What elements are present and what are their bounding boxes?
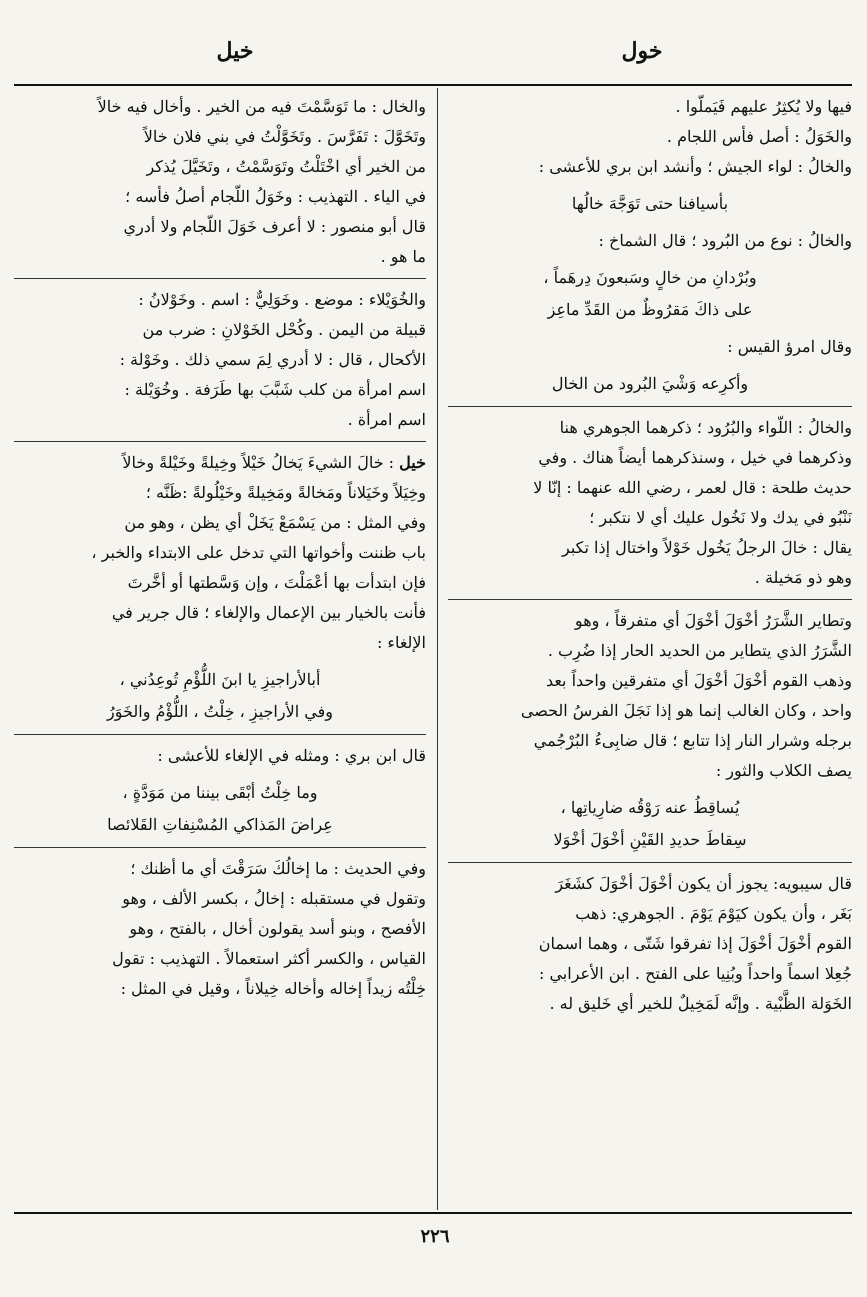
page-number: ٢٢٦ bbox=[420, 1226, 450, 1247]
paragraph bbox=[14, 854, 426, 1004]
text-line: من الخير أي اخْتَلْتُ وتَوَسَّمْتُ ، وتَخَيَّلَ يُذكر bbox=[146, 157, 426, 176]
text-line: قال ابن بري : ومثله في الإلغاء للأعشى : bbox=[157, 746, 426, 765]
text-line: في الياء . التهذيب : وخَوَلُ اللّجام أصلُ فأسه ؛ bbox=[125, 187, 426, 206]
verse-line: سِقاطَ حديدِ القَيْنِ أخْوَلَ أخْوَلا bbox=[553, 830, 747, 849]
text-line: وقال امرؤ القيس : bbox=[727, 337, 852, 356]
text-line: الشَّرَرُ الذي يتطاير من الحديد الحار إذا ضُرِب . bbox=[547, 641, 852, 660]
text-line: فإن ابتدأت بها أعْمَلْتَ ، وإن وَسَّطتها أو أخَّرتَ bbox=[127, 573, 426, 592]
verse-line: على ذاكَ مَقرُوظٌ من القَدِّ ماعِز bbox=[547, 300, 753, 319]
section-divider bbox=[448, 406, 852, 407]
right-column bbox=[448, 92, 852, 1207]
text-line: اسم امرأة . bbox=[347, 410, 426, 429]
text-line: واحد ، وكان الغالب إنما هو إذا نَجَلَ الفرسُ الحصى bbox=[520, 701, 852, 720]
section-divider bbox=[14, 847, 426, 848]
text-line: قبيلة من اليمن . وكُحْل الخَوْلانِ : ضرب من bbox=[142, 320, 426, 339]
entry-first-line: : خالَ الشيءَ يَخالُ خَيْلاً وخِيلةً وخَيْلةً وخالاً bbox=[122, 453, 400, 472]
section-divider bbox=[14, 441, 426, 442]
text-line: قال أبو منصور : لا أعرف خَوَلَ اللّجام ولا أدري bbox=[123, 217, 426, 236]
section-divider bbox=[14, 734, 426, 735]
section-divider bbox=[448, 599, 852, 600]
verse-line: وما خِلْتُ أبْقَى بيننا من مَوَدَّةٍ ، bbox=[122, 783, 318, 802]
text-line: وتَخَوَّلَ : تَفَرَّسَ . وتَخَوَّلْتُ في بني فلان خالاً bbox=[143, 127, 426, 146]
text-line: وتقول في مستقبله : إخالُ ، بكسر الألف ، وهو bbox=[122, 889, 426, 908]
text-line: فأنت بالخيار بين الإعمال والإلغاء ؛ قال جرير في bbox=[111, 603, 426, 622]
left-column bbox=[14, 92, 426, 1207]
text-line: والخالُ : لواء الجيش ؛ وأنشد ابن بري للأعشى : bbox=[538, 157, 852, 176]
text-line: بَغَر ، وأن يكون كيَوْمَ يَوْمَ . الجوهري: ذهب bbox=[575, 904, 852, 923]
text-line: خِلْتُه زيداً إخاله وأخاله خِيلاناً ، وقيل في المثل : bbox=[120, 979, 426, 998]
section-divider bbox=[14, 278, 426, 279]
column-divider bbox=[437, 88, 438, 1210]
entry-khayl bbox=[14, 448, 426, 658]
text-line: والخال : ما تَوَسَّمْتَ فيه من الخير . وأخال فيه خالاً bbox=[97, 97, 426, 116]
text-line: وخِيَلاً وخَيَلاناً ومَخالةً ومَخِيلةً وخَيْلُولةً :ظَنَّه ؛ bbox=[145, 483, 426, 502]
entry-headword: خيل bbox=[399, 453, 426, 472]
verse-line: أبالأراجيزِ يا ابنَ اللُّؤْمِ تُوعِدُني ، bbox=[119, 670, 321, 689]
footer-rule bbox=[14, 1212, 852, 1214]
verse-line: يُساقِطُ عنه رَوْقُه ضارِياتِها ، bbox=[560, 798, 740, 817]
text-line: قال سيبويه: يجوز أن يكون أخْوَلَ أخْوَلَ كشَغَرَ bbox=[555, 874, 852, 893]
text-line: والخالُ : نوع من البُرود ؛ قال الشماخ : bbox=[598, 231, 852, 250]
text-line: الأفصح ، وبنو أسد يقولون أخال ، بالفتح ، وهو bbox=[129, 919, 426, 938]
paragraph bbox=[14, 285, 426, 435]
text-line: نَنْبُو في يدك ولا نَخُول عليك أي لا نتكبر ؛ bbox=[589, 508, 852, 527]
paragraph bbox=[448, 413, 852, 593]
text-line: القياس ، والكسر أكثر استعمالاً . التهذيب : تقول bbox=[112, 949, 426, 968]
text-line: القوم أخْوَلَ أخْوَلَ إذا تفرقوا شَتّى ، وهما اسمان bbox=[538, 934, 852, 953]
paragraph bbox=[14, 92, 426, 272]
text-line: الخَوَلة الظَّبْية . وإنَّه لَمَخِيلٌ للخير أي خَليق له . bbox=[549, 994, 852, 1013]
text-line: وذكرهما في خيل ، وسنذكرهما أيضاً هناك . وفي bbox=[538, 448, 852, 467]
verse bbox=[14, 664, 426, 728]
verse bbox=[14, 777, 426, 841]
text-line: والخُوَيْلاء : موضع . وخَوَلِيٌّ : اسم . وخَوْلانُ : bbox=[138, 290, 426, 309]
text-line: وفي المثل : من يَسْمَعْ يَخَلْ أي يظن ، وهو من bbox=[124, 513, 426, 532]
verse-line: عِراضَ المَذاكي المُسْنِفاتِ القَلائصا bbox=[107, 815, 333, 834]
text-line: الإلغاء : bbox=[376, 633, 426, 652]
text-line: يصف الكلاب والثور : bbox=[715, 761, 852, 780]
text-line: وتطاير الشَّرَرُ أخْوَلَ أخْوَلَ أي متفرقاً ، وهو bbox=[574, 611, 852, 630]
text-line: والخالُ : اللّواء والبُرُود ؛ ذكرهما الجوهري هنا bbox=[559, 418, 852, 437]
text-line: والخَوَلُ : أصل فأس اللجام . bbox=[666, 127, 852, 146]
paragraph bbox=[448, 606, 852, 786]
text-line: باب ظننت وأخواتها التي تدخل على الابتداء والخبر ، bbox=[91, 543, 426, 562]
left-column-header: خيل bbox=[216, 38, 254, 64]
text-line: وفي الحديث : ما إخالُكَ سَرَقْتَ أي ما أظنك ؛ bbox=[130, 859, 426, 878]
header-rule bbox=[14, 84, 852, 86]
verse-line: وفي الأراجيزِ ، خِلْتُ ، اللُّؤْمُ والخَوَرُ bbox=[107, 702, 333, 721]
verse bbox=[448, 792, 852, 856]
verse-line: وبُرْدانِ من خالٍ وسَبعونَ دِرهَماً ، bbox=[543, 268, 757, 287]
section-divider bbox=[448, 862, 852, 863]
text-line: ما هو . bbox=[380, 247, 426, 266]
paragraph bbox=[448, 869, 852, 1019]
text-line: يقال : خالَ الرجلُ يَخُول خَوْلاً واختال إذا تكبر bbox=[562, 538, 852, 557]
verse-line: وأكرِعه وَشْيَ البُرود من الخال bbox=[551, 374, 749, 393]
text-line bbox=[14, 448, 426, 478]
text-line: برجله وشرار النار إذا تتابع ؛ قال ضابِىءُ البُرْجُمي bbox=[533, 731, 852, 750]
right-column-header: خول bbox=[621, 38, 663, 64]
text-line: الأكحال ، قال : لا أدري لِمَ سمي ذلك . وخَوْلة : bbox=[119, 350, 426, 369]
text-line: حديث طلحة : قال لعمر ، رضي الله عنهما : إنّا لا bbox=[533, 478, 852, 497]
text-line: جُعِلا اسماً واحداً وبُنِيا على الفتح . ابن الأعرابي : bbox=[538, 964, 852, 983]
paragraph bbox=[448, 92, 852, 182]
verse bbox=[448, 262, 852, 326]
text-line: اسم امرأة من كلب شَبَّبَ بها طَرَفة . وخُوَيْلة : bbox=[124, 380, 426, 399]
text-line: وذهب القوم أخْوَلَ أخْوَلَ أي متفرقين واحداً بعد bbox=[545, 671, 852, 690]
text-line: فيها ولا يُكثِرُ عليهم فَيَملّوا . bbox=[675, 97, 852, 116]
verse-line: بأسيافنا حتى تَوَجَّهَ خالُها bbox=[571, 194, 729, 213]
text-line: وهو ذو مَخيلة . bbox=[754, 568, 852, 587]
